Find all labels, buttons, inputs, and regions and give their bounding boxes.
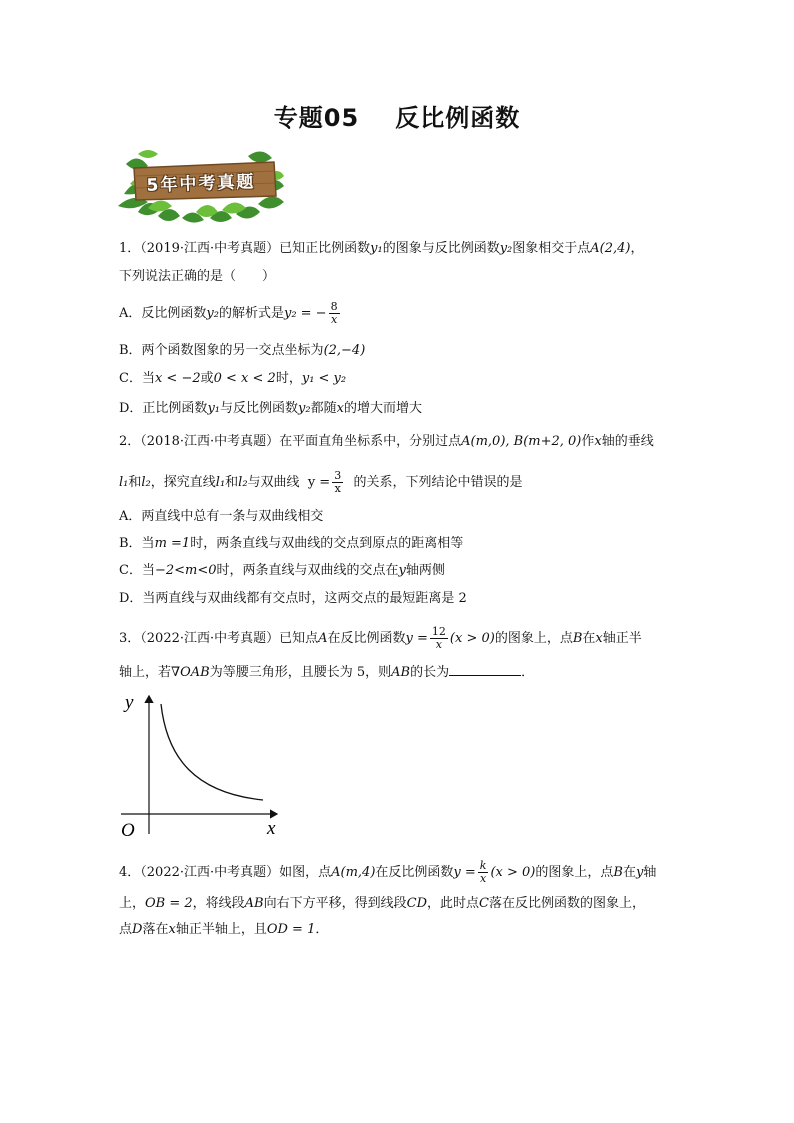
fraction: $\frac{3}{x}$	[334, 469, 342, 495]
badge-label: 5年中考真题	[146, 172, 256, 196]
fraction: $\frac{12}{x}$	[431, 625, 446, 651]
q3-stem-line1: 3．（2022·江西·中考真题）已知点A在反比例函数y = $\frac{12}{x}$ (x > 0)的图象上，点B在x轴正半	[119, 625, 642, 651]
answer-blank	[449, 663, 521, 676]
q2-stem-line2: l₁和l₂，探究直线l₁和l₂与双曲线 y = $\frac{3}{x}$ 的关系，下列结论中错误的是	[119, 469, 523, 495]
q1-option-c: C．当x < −2或0 < x < 2时，y₁ < y₂	[119, 371, 347, 386]
graph-origin-label: O	[121, 820, 135, 838]
q2-option-d: D．当两直线与双曲线都有交点时，这两交点的最短距离是 2	[119, 591, 467, 606]
title-main: 专题05	[273, 104, 360, 132]
q2-option-a: A．两直线中总有一条与双曲线相交	[119, 509, 324, 524]
q4-stem-line3: 点D落在x轴正半轴上，且OD = 1．	[119, 922, 329, 937]
q2-option-b: B．当m =1时，两条直线与双曲线的交点到原点的距离相等	[119, 536, 464, 551]
q1-option-a: A．反比例函数y₂的解析式是y₂ = − $\frac{8}{x}$	[119, 300, 338, 326]
q2-stem-line1: 2．（2018·江西·中考真题）在平面直角坐标系中，分别过点A(m,0), B(m+2, 0)作x轴的垂线	[119, 434, 654, 449]
graph-y-label: y	[125, 692, 134, 713]
q4-stem-line1: 4．（2022·江西·中考真题）如图，点A(m,4)在反比例函数y = $\frac{k}{x}$ (x > 0)的图象上，点B在y轴	[119, 859, 657, 885]
q1-option-d: D．正比例函数y₁与反比例函数y₂都随x的增大而增大	[119, 401, 422, 416]
q3-stem-line2: 轴上，若∇OAB为等腰三角形，且腰长为 5，则AB的长为 ．	[119, 665, 535, 680]
graph-x-label: x	[267, 818, 276, 838]
q1-stem-line2: 下列说法正确的是（ ）	[119, 269, 276, 284]
fraction: $\frac{8}{x}$	[330, 300, 338, 326]
q1-option-b: B．两个函数图象的另一交点坐标为(2,−4)	[119, 343, 366, 358]
hyperbola-curve	[161, 704, 263, 800]
q1-stem-line1: 1．（2019·江西·中考真题）已知正比例函数y₁的图象与反比例函数y₂图象相交于点A(2,4)，	[119, 241, 644, 256]
fraction: $\frac{k}{x}$	[479, 859, 487, 885]
q3-graph	[115, 688, 290, 838]
q2-option-c: C．当−2<m<0时，两条直线与双曲线的交点在y轴两侧	[119, 563, 445, 578]
q4-stem-line2: 上，OB = 2，将线段AB向右下方平移，得到线段CD，此时点C落在反比例函数的图象上，	[119, 896, 645, 911]
page-title	[0, 98, 794, 133]
title-sub: 反比例函数	[395, 104, 521, 132]
